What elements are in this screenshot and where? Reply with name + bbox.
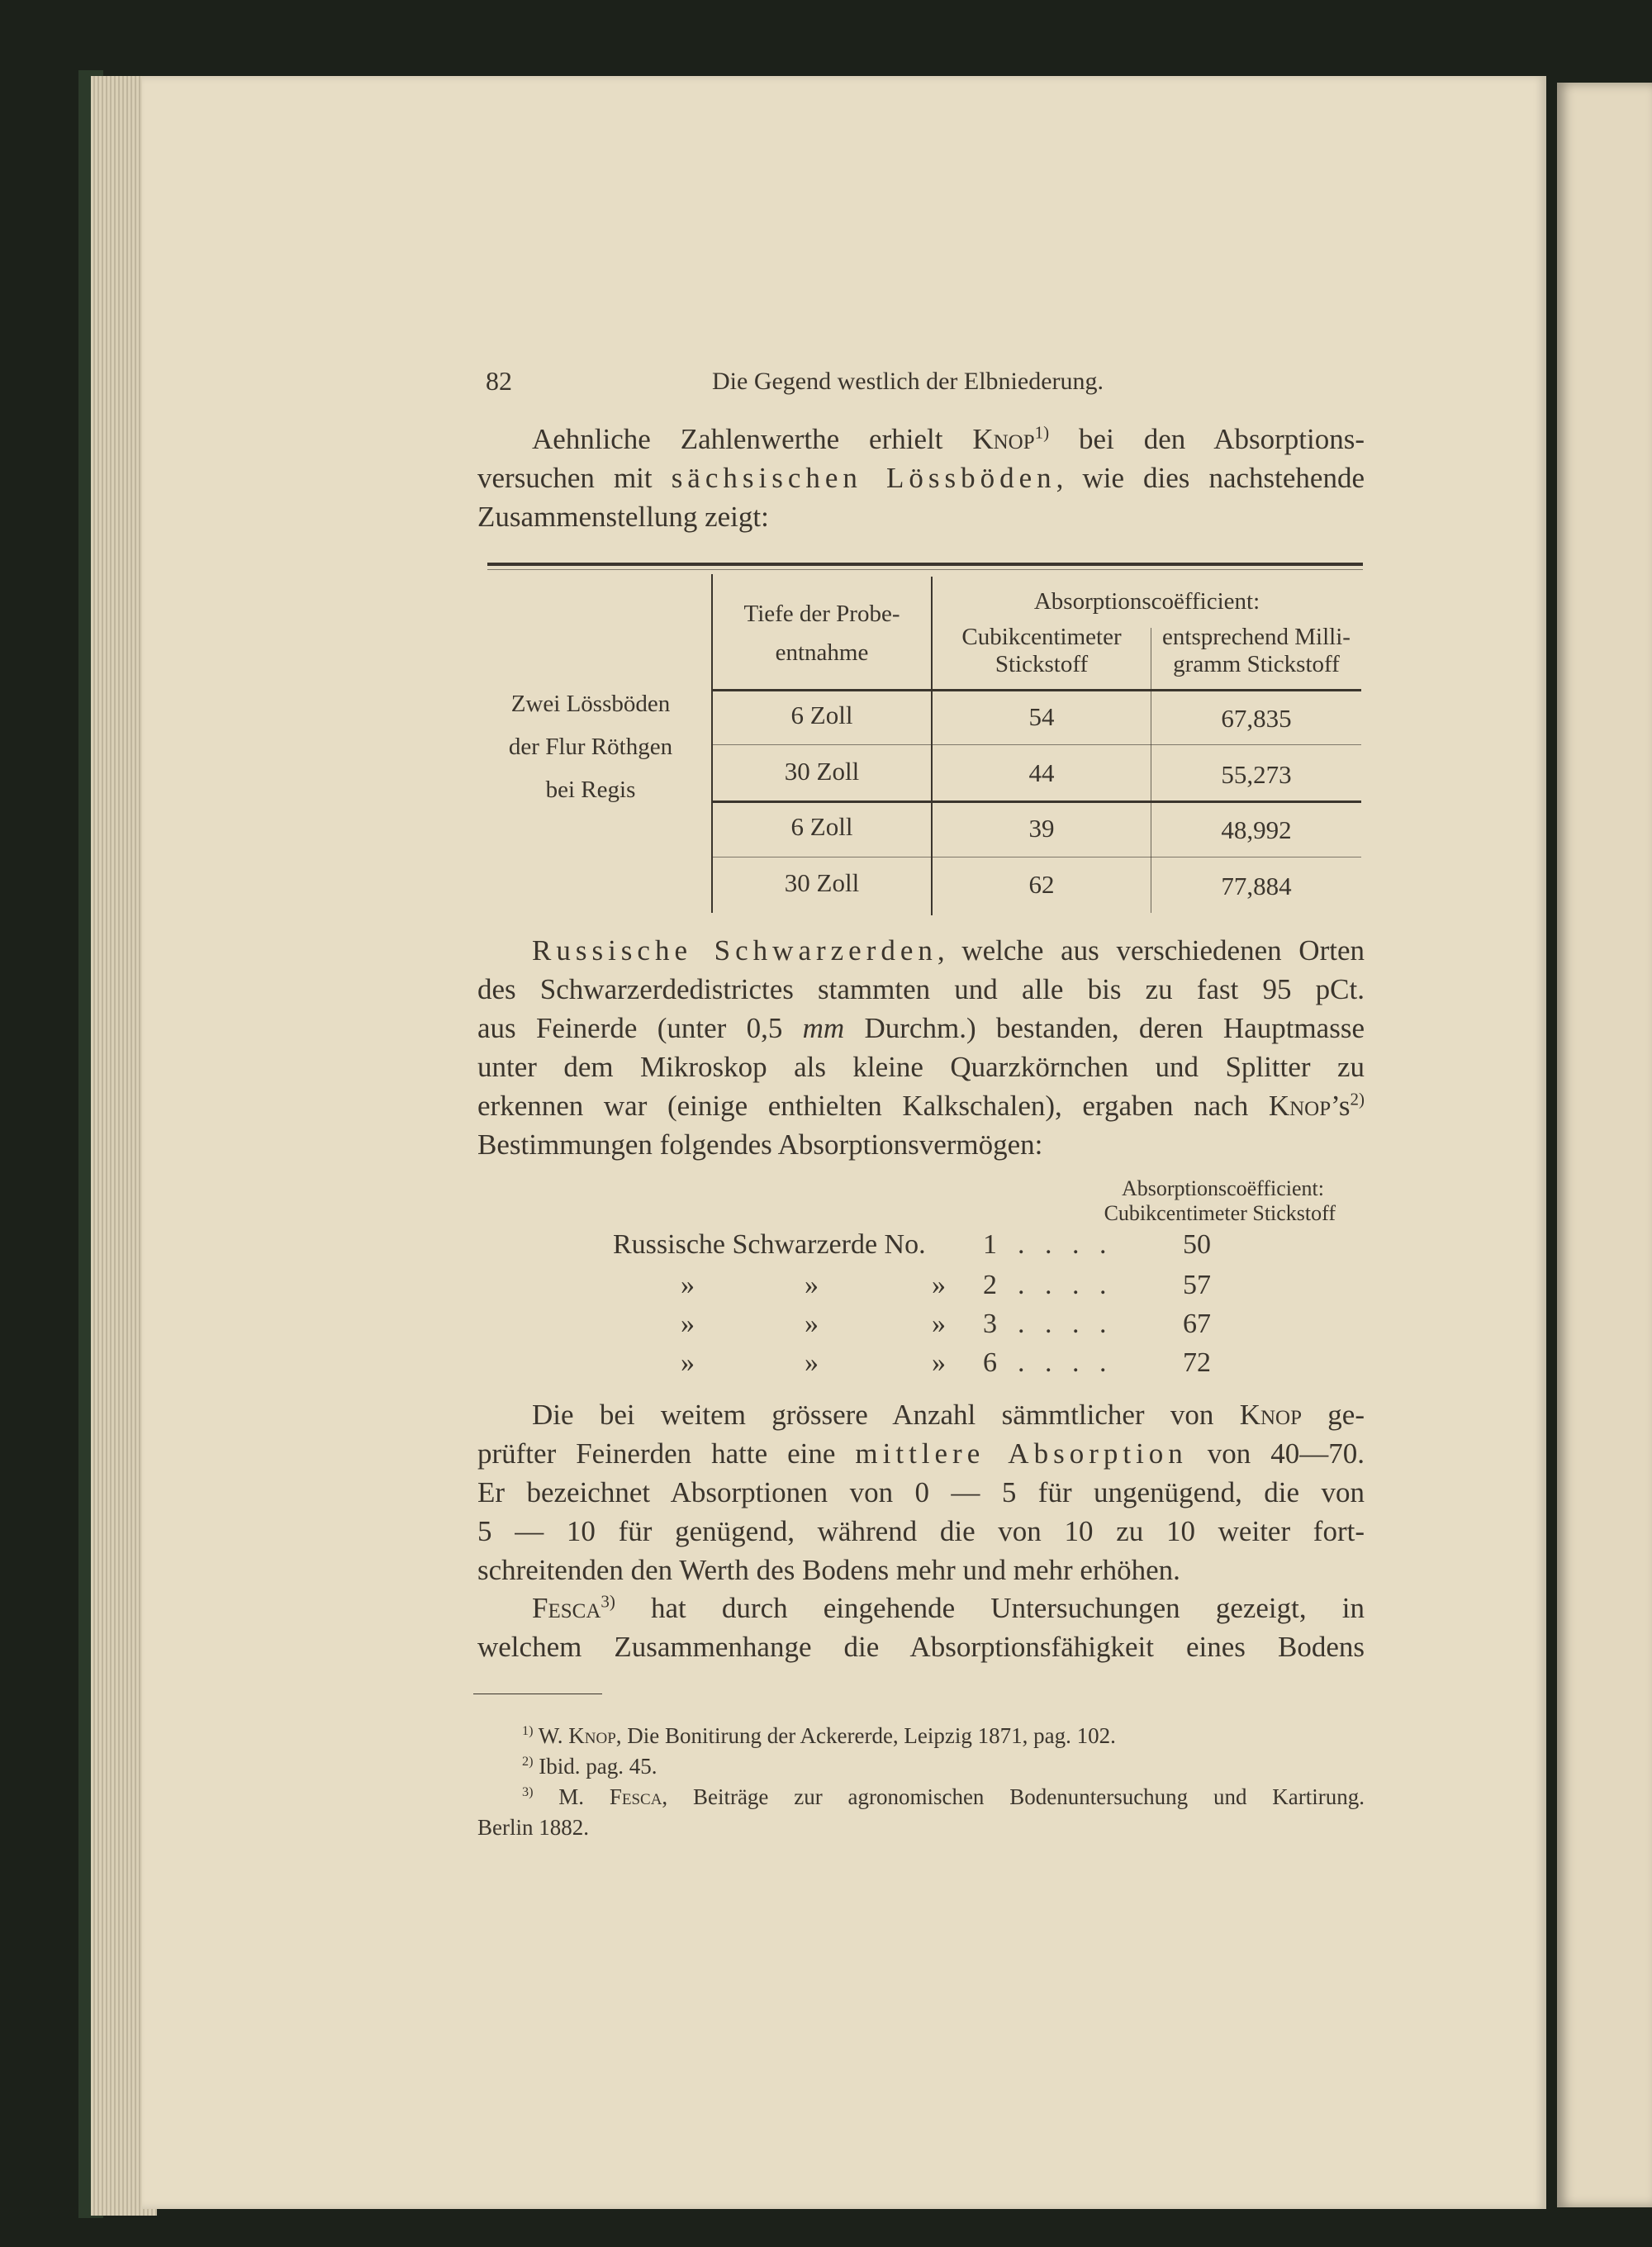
ditto-mark: » [932,1309,946,1339]
text-run: schreitenden den Werth des Bodens mehr und mehr erhöhen. [477,1554,1180,1586]
list-number: 2 [983,1270,997,1300]
ditto-mark: » [805,1347,819,1378]
cell-depth: 6 Zoll [790,701,853,729]
ditto-mark: » [681,1347,695,1378]
page-number: 82 [486,366,512,396]
text-run: , Die Bonitirung der Ackererde, Leipzig 1871, pag. 102. [615,1723,1116,1748]
table-rule [713,800,1361,803]
styled-run: Knop [1239,1399,1302,1431]
footnote-marker: 3) [522,1784,534,1799]
text-run: M. [533,1784,610,1809]
text-run: , Beiträge zur agronomischen Bodenuntersuchung und Kartirung. [662,1784,1365,1809]
text-line [477,1551,1365,1589]
text-run: Ibid. pag. 45. [533,1754,657,1779]
header-line: Tiefe der Probe- [743,601,900,627]
cell-ccm: 54 [1028,702,1055,731]
ditto-mark: » [805,1309,819,1339]
text-run: Berlin 1882. [477,1815,589,1840]
styled-run: mittlere Absorption [855,1437,1188,1470]
text-run: , wie dies nachstehende [1056,462,1365,494]
cell-ccm: 62 [1028,870,1055,899]
footnote-marker: 2) [1350,1089,1365,1109]
styled-run: Knop [568,1723,616,1748]
text-line [477,1009,1365,1047]
cell-mg: 67,835 [1221,704,1292,733]
list-value: 72 [1183,1347,1211,1378]
running-title: Die Gegend westlich der Elbniederung. [712,368,1104,395]
text-run: W. [533,1723,569,1748]
ditto-mark: » [681,1309,695,1339]
column-group-header: Absorptionscoëfficient: [1033,588,1260,615]
text-line [477,458,1365,497]
footnote-line [477,1782,1365,1812]
text-line [477,1434,1365,1473]
dot-leader: . . . . [1018,1309,1113,1339]
text-line [477,1047,1365,1086]
text-line [477,1395,1365,1434]
paragraph-1 [477,420,1365,536]
text-run: Die bei weitem grössere Anzahl sämmtlicher von [532,1399,1240,1431]
column-header-depth [713,595,931,672]
styled-run: Fesca [609,1784,662,1809]
text-run: prüfter Feinerden hatte eine [477,1437,856,1470]
table-top-rule [487,563,1363,566]
column-header-ccm [933,624,1151,678]
footnote-line [477,1751,1365,1782]
text-line [477,420,1365,458]
row-group-label [487,682,694,811]
dot-leader: . . . . [1018,1229,1113,1260]
ditto-mark: » [932,1347,946,1378]
list-number: 1 [983,1229,997,1260]
text-run: von 40—70. [1187,1437,1365,1470]
cell-mg: 48,992 [1221,815,1292,844]
list-value: 50 [1183,1229,1211,1260]
footnote-marker: 1) [1034,422,1050,443]
styled-run: Knop [1268,1090,1332,1122]
list-header-line: Absorptionscoëfficient: [1121,1176,1324,1200]
cell-ccm: 39 [1028,814,1055,843]
dot-leader: . . . . [1018,1347,1113,1378]
cell-depth: 30 Zoll [784,757,860,786]
text-run: unter dem Mikroskop als kleine Quarzkörnchen und Splitter zu [477,1051,1365,1083]
header-line: Cubikcentimeter [961,624,1122,650]
footnotes [477,1721,1365,1843]
text-run: erkennen war (einige enthielten Kalkschalen), ergaben nach [477,1090,1269,1122]
ditto-mark: » [932,1270,946,1300]
cell-depth: 30 Zoll [784,868,860,897]
ditto-mark: » [681,1270,695,1300]
table-rule [713,689,1361,691]
paragraph-4 [477,1589,1365,1666]
list-number: 3 [983,1309,997,1339]
text-line [477,931,1365,970]
styled-run: Russische Schwarzerden [532,934,938,967]
list-value: 67 [1183,1309,1211,1339]
list-label: Russische Schwarzerde No. [613,1229,926,1260]
paragraph-2 [477,931,1365,1164]
header-line: entsprechend Milli- [1162,624,1351,650]
text-line [477,1086,1365,1125]
text-run: , welche aus verschiedenen Orten [937,934,1365,967]
header-line: Stickstoff [995,651,1089,677]
paragraph-3 [477,1395,1365,1589]
footnote-line [477,1721,1365,1751]
text-line [477,1627,1365,1666]
footnote-marker: 1) [522,1723,534,1738]
text-run: aus Feinerde (unter 0,5 [477,1012,803,1044]
text-line [477,1589,1365,1627]
text-line [477,970,1365,1009]
header-line: entnahme [775,639,869,666]
header-line: gramm Stickstoff [1173,651,1340,677]
cell-mg: 77,884 [1221,872,1292,900]
text-run: hat durch eingehende Untersuchungen gezeigt, in [615,1592,1365,1624]
facing-page-edge [1557,83,1652,2207]
footnote-marker: 3) [601,1591,615,1612]
footnote-line [477,1812,1365,1843]
list-header [1104,1176,1336,1226]
row-label-line: bei Regis [545,777,636,803]
text-run: ge- [1302,1399,1365,1431]
text-run: welchem Zusammenhange die Absorptionsfähigkeit eines Bodens [477,1631,1365,1663]
table-top-rule-thin [487,569,1363,570]
text-run: Er bezeichnet Absorptionen von 0 — 5 für ungenügend, die von [477,1476,1365,1508]
styled-run: sächsischen Lössböden [671,462,1056,494]
styled-run: Fesca [532,1592,601,1624]
row-label-line: Zwei Lössböden [510,691,671,717]
text-run: Durchm.) bestanden, deren Hauptmasse [844,1012,1365,1044]
text-run: Aehnliche Zahlenwerthe erhielt [532,423,973,455]
styled-run: mm [802,1012,845,1044]
text-line [477,1473,1365,1512]
text-line [477,1512,1365,1551]
text-run: versuchen mit [477,462,672,494]
cell-depth: 6 Zoll [790,812,853,841]
text-run: 5 — 10 für genügend, während die von 10 zu 10 weiter fort- [477,1515,1365,1547]
cell-ccm: 44 [1028,758,1055,787]
footnote-marker: 2) [522,1754,534,1769]
text-line [477,497,1365,536]
text-run: Zusammenstellung zeigt: [477,501,769,533]
text-run: bei den Absorptions- [1049,423,1365,455]
text-line [477,1125,1365,1164]
row-label-line: der Flur Röthgen [508,734,673,760]
styled-run: Knop [972,423,1035,455]
table-rule [713,744,1361,745]
list-value: 57 [1183,1270,1211,1300]
text-run: des Schwarzerdedistrictes stammten und alle bis zu fast 95 pCt. [477,973,1365,1005]
text-run: ’s [1331,1090,1351,1122]
column-header-mg [1151,624,1361,678]
dot-leader: . . . . [1018,1270,1113,1300]
ditto-mark: » [805,1270,819,1300]
list-header-line: Cubikcentimeter Stickstoff [1104,1201,1336,1225]
list-number: 6 [983,1347,997,1378]
text-run: Bestimmungen folgendes Absorptionsvermögen: [477,1128,1043,1161]
cell-mg: 55,273 [1221,760,1292,789]
